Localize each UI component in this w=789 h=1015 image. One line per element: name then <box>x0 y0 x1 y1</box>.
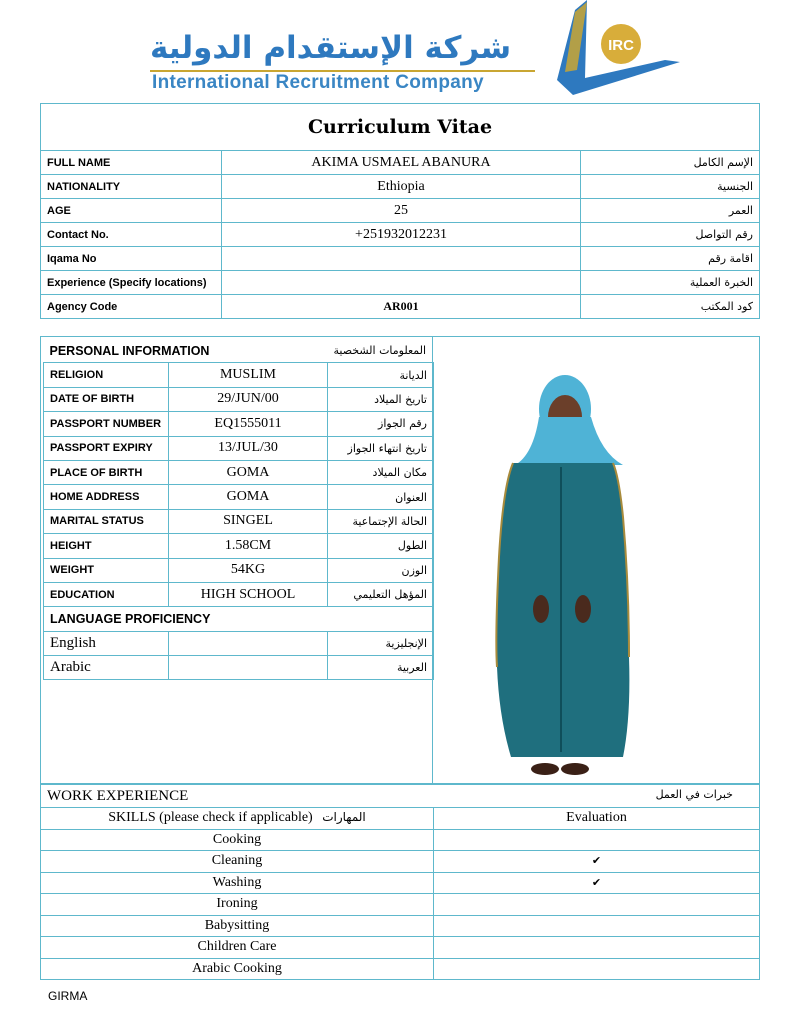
pi-label: MARITAL STATUS <box>44 509 169 533</box>
personal-info-table <box>43 339 434 680</box>
cv-title: Curriculum Vitae <box>41 104 760 151</box>
language-name: English <box>44 631 169 655</box>
skill-evaluation-checkbox[interactable] <box>434 958 760 980</box>
footer-agent-name: GIRMA <box>48 989 88 1003</box>
cv-row-agency-code <box>41 295 760 319</box>
pi-label-ar: الوزن <box>328 558 434 582</box>
personal-info-header: PERSONAL INFORMATION <box>49 343 210 358</box>
company-name-ar: شركة الإستقدام الدولية <box>150 30 512 66</box>
pi-label: PASSPORT EXPIRY <box>44 436 169 460</box>
cv-row-nationality <box>41 175 760 199</box>
cv-value: Ethiopia <box>222 175 581 199</box>
work-experience-title: WORK EXPERIENCE <box>47 787 189 804</box>
cv-label-ar: رقم التواصل <box>581 223 760 247</box>
pi-label: PASSPORT NUMBER <box>44 412 169 436</box>
cv-value <box>222 271 581 295</box>
candidate-photo <box>433 337 758 783</box>
pi-label-ar: المؤهل التعليمي <box>328 582 434 606</box>
cv-label: Experience (Specify locations) <box>41 271 222 295</box>
logo-badge-text: IRC <box>608 37 634 54</box>
pi-label-ar: تاريخ الميلاد <box>328 387 434 411</box>
work-experience-header <box>41 785 760 808</box>
pi-label: PLACE OF BIRTH <box>44 460 169 484</box>
cv-row-iqama <box>41 247 760 271</box>
work-experience-title-ar: خبرات في العمل <box>655 787 733 801</box>
pi-row-passport-number <box>44 412 434 436</box>
pi-label: EDUCATION <box>44 582 169 606</box>
pi-row-weight <box>44 558 434 582</box>
check-mark-icon: ✔ <box>591 854 602 868</box>
cv-label-ar: اقامة رقم <box>581 247 760 271</box>
pi-label: DATE OF BIRTH <box>44 387 169 411</box>
cv-value: 25 <box>222 199 581 223</box>
cv-label-ar: الإسم الكامل <box>581 151 760 175</box>
company-name-en: International Recruitment Company <box>152 72 484 93</box>
pi-row-home-address <box>44 485 434 509</box>
lang-row-arabic <box>44 656 434 680</box>
pi-row-education <box>44 582 434 606</box>
skill-name: Babysitting <box>41 915 434 937</box>
work-experience-table <box>40 784 760 980</box>
skill-row-washing <box>41 872 760 894</box>
skill-row-children-care <box>41 937 760 959</box>
pi-value: MUSLIM <box>169 363 328 387</box>
cv-value: +251932012231 <box>222 223 581 247</box>
cv-row-age <box>41 199 760 223</box>
candidate-photo-frame <box>433 336 760 784</box>
pi-label: WEIGHT <box>44 558 169 582</box>
pi-label-ar: مكان الميلاد <box>328 460 434 484</box>
skill-row-babysitting <box>41 915 760 937</box>
skill-row-arabic-cooking <box>41 958 760 980</box>
skill-name: Cooking <box>41 829 434 851</box>
lang-row-english <box>44 631 434 655</box>
pi-label-ar: الطول <box>328 534 434 558</box>
skills-header-label: SKILLS (please check if applicable) <box>108 810 313 826</box>
check-mark-icon: ✔ <box>591 875 602 889</box>
cv-label: Contact No. <box>41 223 222 247</box>
personal-info-header-ar: المعلومات الشخصية <box>333 344 427 358</box>
skill-name: Washing <box>41 872 434 894</box>
pi-value: 1.58CM <box>169 534 328 558</box>
cv-row-contact <box>41 223 760 247</box>
skill-evaluation-checkbox[interactable] <box>434 872 760 894</box>
pi-row-passport-expiry <box>44 436 434 460</box>
pi-value: SINGEL <box>169 509 328 533</box>
cv-label-ar: العمر <box>581 199 760 223</box>
pi-row-height <box>44 534 434 558</box>
language-value <box>169 631 328 655</box>
skill-name: Children Care <box>41 937 434 959</box>
cv-value <box>222 247 581 271</box>
skill-name: Ironing <box>41 894 434 916</box>
cv-value: AKIMA USMAEL ABANURA <box>222 151 581 175</box>
pi-value: GOMA <box>169 460 328 484</box>
pi-value: 13/JUL/30 <box>169 436 328 460</box>
company-logo-icon <box>545 0 685 100</box>
evaluation-header: Evaluation <box>434 808 760 830</box>
cv-value: AR001 <box>222 295 581 319</box>
pi-label-ar: الحالة الإجتماعية <box>328 509 434 533</box>
cv-label-ar: الخبرة العملية <box>581 271 760 295</box>
cv-row-full-name <box>41 151 760 175</box>
pi-value: HIGH SCHOOL <box>169 582 328 606</box>
skill-evaluation-checkbox[interactable] <box>434 851 760 873</box>
cv-label-ar: كود المكتب <box>581 295 760 319</box>
skill-name: Cleaning <box>41 851 434 873</box>
pi-label: RELIGION <box>44 363 169 387</box>
pi-label-ar: العنوان <box>328 485 434 509</box>
pi-value: 29/JUN/00 <box>169 387 328 411</box>
skill-name: Arabic Cooking <box>41 958 434 980</box>
pi-label: HEIGHT <box>44 534 169 558</box>
skill-evaluation-checkbox[interactable] <box>434 829 760 851</box>
cv-label: Iqama No <box>41 247 222 271</box>
skill-row-ironing <box>41 894 760 916</box>
cv-label: AGE <box>41 199 222 223</box>
pi-label-ar: الديانة <box>328 363 434 387</box>
pi-value: GOMA <box>169 485 328 509</box>
language-value <box>169 656 328 680</box>
pi-label: HOME ADDRESS <box>44 485 169 509</box>
pi-row-religion <box>44 363 434 387</box>
language-name: Arabic <box>44 656 169 680</box>
cv-label-ar: الجنسية <box>581 175 760 199</box>
pi-row-marital-status <box>44 509 434 533</box>
skill-row-cleaning <box>41 851 760 873</box>
pi-row-place-of-birth <box>44 460 434 484</box>
cv-label: Agency Code <box>41 295 222 319</box>
skill-evaluation-checkbox[interactable] <box>434 937 760 959</box>
pi-value: EQ1555011 <box>169 412 328 436</box>
cv-label: FULL NAME <box>41 151 222 175</box>
company-header <box>0 0 789 100</box>
cv-label: NATIONALITY <box>41 175 222 199</box>
cv-row-experience <box>41 271 760 295</box>
skill-evaluation-checkbox[interactable] <box>434 894 760 916</box>
language-name-ar: العربية <box>328 656 434 680</box>
skills-header <box>41 808 434 830</box>
language-name-ar: الإنجليزية <box>328 631 434 655</box>
skill-evaluation-checkbox[interactable] <box>434 915 760 937</box>
cv-table <box>40 103 760 319</box>
personal-section <box>40 336 760 784</box>
pi-value: 54KG <box>169 558 328 582</box>
pi-label-ar: تاريخ انتهاء الجواز <box>328 436 434 460</box>
language-proficiency-header: LANGUAGE PROFICIENCY <box>44 607 434 631</box>
pi-label-ar: رقم الجواز <box>328 412 434 436</box>
skills-header-label-ar: المهارات <box>322 810 366 825</box>
pi-row-dob <box>44 387 434 411</box>
personal-info-panel <box>40 336 433 784</box>
skill-row-cooking <box>41 829 760 851</box>
